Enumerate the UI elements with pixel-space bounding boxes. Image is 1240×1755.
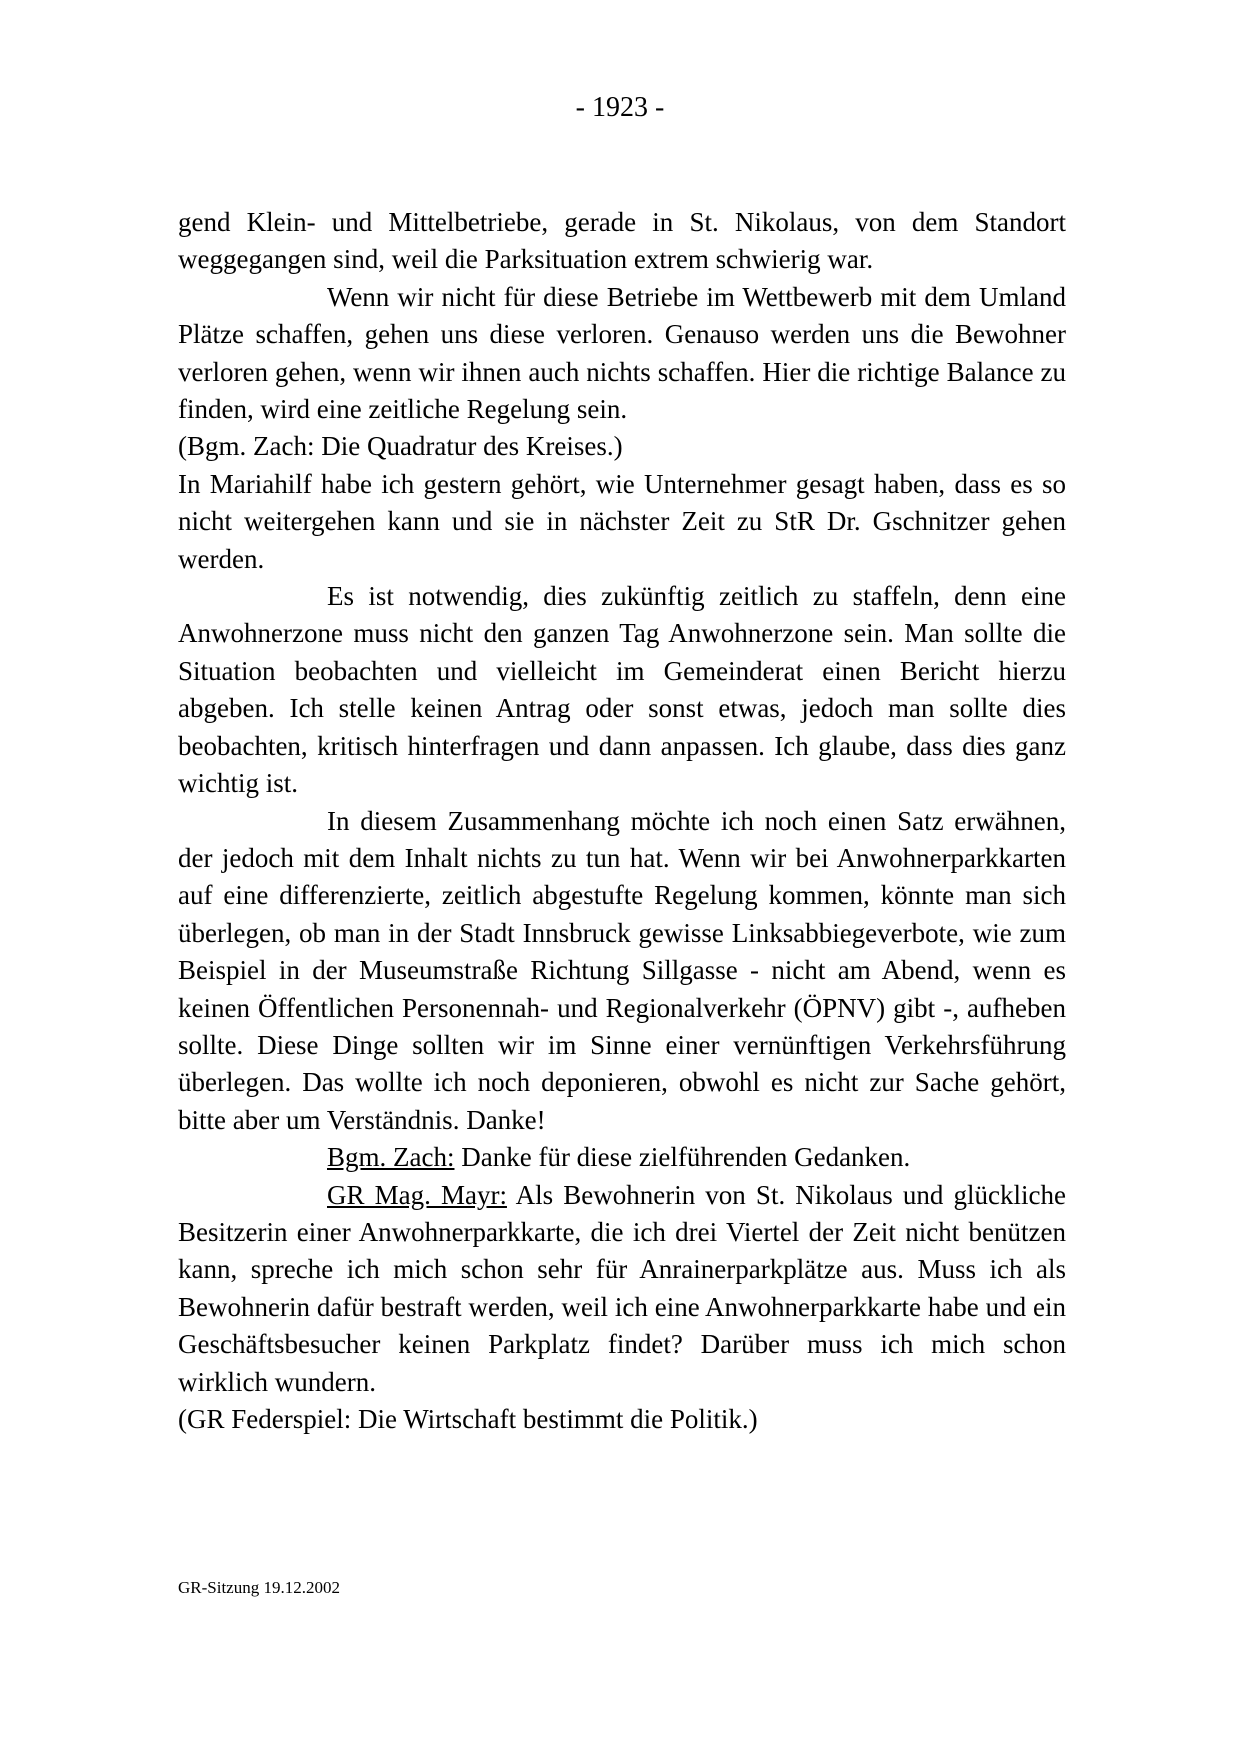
page-number: - 1923 - [575, 92, 665, 123]
footer-session-date: GR-Sitzung 19.12.2002 [178, 1578, 340, 1597]
speech-paragraph [178, 1177, 1066, 1401]
body-text [178, 204, 1066, 1438]
speech-text: Als Bewohnerin von St. Nikolaus und glückliche Besitzerin einer Anwohnerparkkarte, die ich drei Viertel der Zeit nicht benützen kann, spreche ich mich schon sehr für Anrainerparkplätze aus. Muss ich als Bewohnerin dafür bestraft werden, weil ich eine Anwohnerparkkarte habe und ein Geschäftsbesucher keinen Parkplatz findet? Darüber muss ich mich schon wirklich wundern. [178, 1179, 1066, 1397]
speaker-name: Bgm. Zach: [327, 1142, 455, 1173]
paragraph: Es ist notwendig, dies zukünftig zeitlich zu staffeln, denn eine Anwohnerzone muss nicht den ganzen Tag Anwohnerzone sein. Man sollte die Situation beobachten und vielleicht im Gemeinderat einen Bericht hierzu abgeben. Ich stelle keinen Antrag oder sonst etwas, jedoch man sollte dies beobachten, kritisch hinterfragen und dann anpassen. Ich glaube, dass dies ganz wichtig ist. [178, 581, 1066, 799]
speech-paragraph [178, 1139, 1066, 1176]
interjection: (Bgm. Zach: Die Quadratur des Kreises.) [178, 431, 623, 462]
speech-text: Danke für diese zielführenden Gedanken. [454, 1142, 911, 1173]
paragraph: Wenn wir nicht für diese Betriebe im Wettbewerb mit dem Umland Plätze schaffen, gehen uns diese verloren. Genauso werden uns die Bewohner verloren gehen, wenn wir ihnen auch nichts schaffen. Hier die richtige Balance zu finden, wird eine zeitliche Regelung sein. [178, 281, 1066, 425]
paragraph: In diesem Zusammenhang möchte ich noch einen Satz erwähnen, der jedoch mit dem Inhalt nichts zu tun hat. Wenn wir bei Anwohnerparkkarten auf eine differenzierte, zeitlich abgestufte Regelung kommen, könnte man sich überlegen, ob man in der Stadt Innsbruck gewisse Linksabbiegeverbote, wie zum Beispiel in der Museumstraße Richtung Sillgasse - nicht am Abend, wenn es keinen Öffentlichen Personennah- und Regionalverkehr (ÖPNV) gibt -, aufheben sollte. Diese Dinge sollten wir im Sinne einer vernünftigen Verkehrsführung überlegen. Das wollte ich noch deponieren, obwohl es nicht zur Sache gehört, bitte aber um Verständnis. Danke! [178, 805, 1066, 1135]
paragraph: In Mariahilf habe ich gestern gehört, wie Unternehmer gesagt haben, dass es so nicht weitergehen kann und sie in nächster Zeit zu StR Dr. Gschnitzer gehen werden. [178, 468, 1066, 574]
paragraph: gend Klein- und Mittelbetriebe, gerade in St. Nikolaus, von dem Standort weggegangen sind, weil die Parksituation extrem schwierig war. [178, 207, 1066, 275]
speaker-name: GR Mag. Mayr: [327, 1179, 507, 1210]
interjection: (GR Federspiel: Die Wirtschaft bestimmt die Politik.) [178, 1404, 758, 1434]
